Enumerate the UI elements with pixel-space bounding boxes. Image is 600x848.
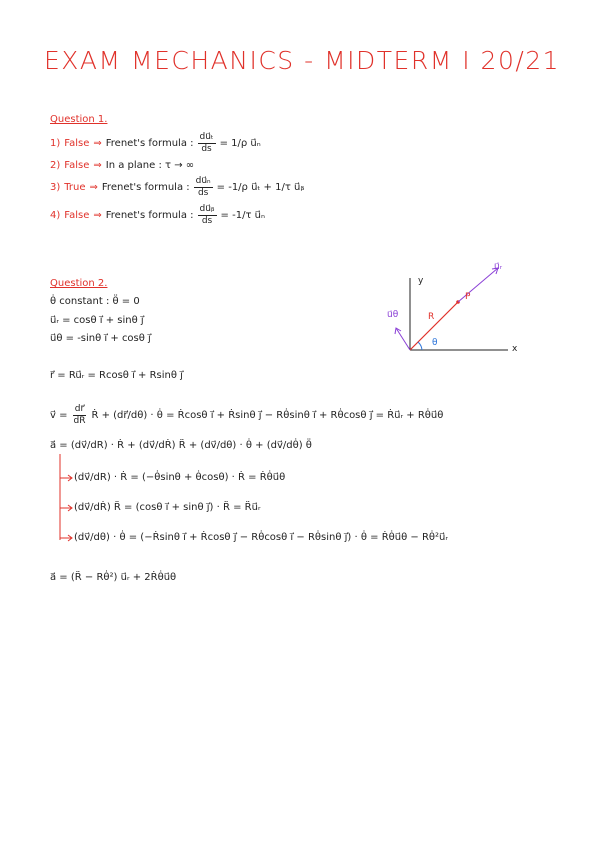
page-title: EXAM MECHANICS - MIDTERM I 20/21 bbox=[44, 46, 561, 75]
q1-item-4 bbox=[50, 204, 265, 227]
acc-term-1: (dv⃗/dR) · Ṙ = (−θ̇sinθ + θ̇cosθ) · Ṙ = Ṙθ̇u⃗θ bbox=[74, 472, 286, 483]
q1-item-3-num: 3) bbox=[50, 182, 61, 193]
q1-item-1-fraction bbox=[198, 132, 216, 155]
ur-vector bbox=[458, 268, 498, 302]
q1-item-3-fraction bbox=[194, 176, 213, 199]
q1-item-1 bbox=[50, 132, 261, 155]
q1-item-1-rhs: = 1/ρ u⃗ₙ bbox=[219, 138, 261, 149]
q2-line-3: u⃗θ = -sinθ i⃗ + cosθ j⃗ bbox=[50, 333, 151, 344]
polar-diagram bbox=[388, 258, 528, 368]
q1-item-3-verdict: True bbox=[64, 182, 86, 193]
fraction-denominator: ds bbox=[201, 216, 213, 226]
q1-item-4-text: Frenet's formula : bbox=[105, 210, 194, 221]
q1-item-3-text: Frenet's formula : bbox=[101, 182, 190, 193]
fraction-numerator: dr⃗ bbox=[74, 404, 85, 414]
q1-item-1-num: 1) bbox=[50, 138, 61, 149]
implies-arrow-icon: ⇒ bbox=[93, 210, 102, 221]
implies-arrow-icon: ⇒ bbox=[93, 138, 102, 149]
fraction-numerator: du⃗ᵦ bbox=[199, 204, 215, 214]
acc-term-3: (dv⃗/dθ) · θ̇ = (−Ṙsinθ i⃗ + Ṙcosθ j⃗ − Rθ̇cosθ i⃗ − Rθ̇sinθ j⃗) · θ̇ = Ṙθ̇u⃗θ − Rθ̇²u⃗ᵣ bbox=[74, 532, 448, 543]
implies-arrow-icon: ⇒ bbox=[93, 160, 102, 171]
y-axis-label: y bbox=[418, 276, 424, 286]
q1-item-2 bbox=[50, 160, 194, 171]
theta-label: θ bbox=[432, 338, 438, 348]
q1-item-1-text: Frenet's formula : bbox=[105, 138, 194, 149]
q1-item-2-num: 2) bbox=[50, 160, 61, 171]
bracket-arrows bbox=[54, 452, 76, 552]
q1-item-1-verdict: False bbox=[64, 138, 90, 149]
q1-item-4-num: 4) bbox=[50, 210, 61, 221]
fraction-denominator: ds bbox=[197, 188, 209, 198]
q1-item-4-verdict: False bbox=[64, 210, 90, 221]
acc-term-2: (dv⃗/dṘ) R̈ = (cosθ i⃗ + sinθ j⃗) · R̈ = R̈u⃗ᵣ bbox=[74, 502, 261, 513]
acceleration-final: a⃗ = (R̈ − Rθ̇²) u⃗ᵣ + 2Ṙθ̇u⃗θ bbox=[50, 572, 177, 583]
velocity-rhs: Ṙ + (dr⃗/dθ) · θ̇ = Ṙcosθ i⃗ + Ṙsinθ j⃗ − Rθ̇sinθ i⃗ + Rθ̇cosθ j⃗ = Ṙu⃗ᵣ + Rθ̇u⃗θ bbox=[91, 410, 444, 421]
position-equation: r⃗ = Ru⃗ᵣ = Rcosθ i⃗ + Rsinθ j⃗ bbox=[50, 370, 183, 381]
q1-item-4-fraction bbox=[198, 204, 217, 227]
utheta-vector bbox=[396, 328, 410, 350]
q1-item-2-text: In a plane : τ → ∞ bbox=[105, 160, 195, 171]
r-label: R bbox=[428, 312, 435, 322]
fraction-denominator: dR bbox=[73, 416, 86, 426]
velocity-equation bbox=[50, 404, 443, 427]
p-label: P bbox=[465, 292, 471, 302]
x-axis-label: x bbox=[512, 344, 518, 354]
velocity-fraction bbox=[71, 404, 87, 427]
velocity-lhs: v⃗ = bbox=[50, 410, 68, 421]
q1-item-3-rhs: = -1/ρ u⃗ₜ + 1/τ u⃗ᵦ bbox=[216, 182, 305, 193]
implies-arrow-icon: ⇒ bbox=[89, 182, 98, 193]
acceleration-equation: a⃗ = (dv⃗/dR) · Ṙ + (dv⃗/dṘ) R̈ + (dv⃗/dθ) · θ̇ + (dv⃗/dθ̇) θ̈ bbox=[50, 440, 312, 451]
question-1-heading: Question 1. bbox=[50, 114, 108, 125]
q2-line-2: u⃗ᵣ = cosθ i⃗ + sinθ j⃗ bbox=[50, 315, 144, 326]
fraction-numerator: du⃗ₙ bbox=[195, 176, 211, 186]
question-2-heading: Question 2. bbox=[50, 278, 108, 289]
q1-item-2-verdict: False bbox=[64, 160, 90, 171]
fraction-numerator: du⃗ₜ bbox=[199, 132, 214, 142]
q1-item-3 bbox=[50, 176, 304, 199]
q2-line-1: θ̇ constant : θ̈ = 0 bbox=[50, 296, 140, 307]
fraction-denominator: ds bbox=[201, 144, 212, 154]
ur-label: u⃗ᵣ bbox=[494, 262, 503, 272]
q1-item-4-rhs: = -1/τ u⃗ₙ bbox=[220, 210, 265, 221]
utheta-label: u⃗θ bbox=[387, 310, 399, 320]
theta-arc bbox=[418, 342, 422, 350]
